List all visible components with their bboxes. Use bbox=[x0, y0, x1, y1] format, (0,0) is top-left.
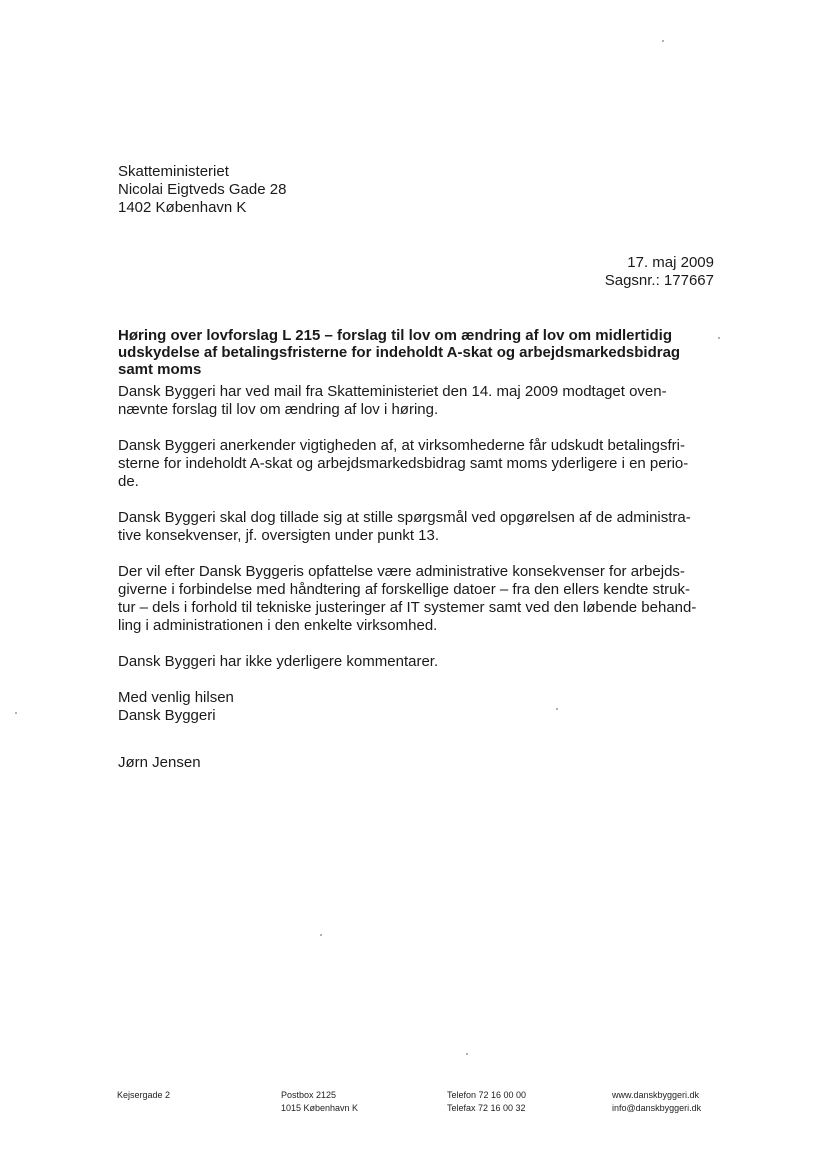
footer-postbox bbox=[281, 1089, 358, 1115]
body-paragraph bbox=[118, 509, 716, 545]
scan-speck bbox=[466, 1053, 468, 1055]
body-line: Dansk Byggeri anerkender vigtigheden af, at virksomhederne får udskudt betalingsfri- bbox=[118, 437, 685, 454]
footer-line: Telefon 72 16 00 00 bbox=[447, 1090, 527, 1100]
body-line: tive konsekvenser, jf. oversigten under punkt 13. bbox=[118, 527, 440, 544]
subject-line: samt moms bbox=[118, 361, 202, 378]
subject-line: Høring over lovforslag L 215 – forslag til lov om ændring af lov om midlertidig bbox=[118, 327, 672, 344]
letter-date: 17. maj 2009 bbox=[627, 254, 714, 271]
closing-salutation: Med venlig hilsen bbox=[118, 689, 234, 706]
footer-phone bbox=[447, 1089, 526, 1115]
body-line: Dansk Byggeri har ikke yderligere kommentarer. bbox=[118, 653, 439, 670]
body-line: giverne i forbindelse med håndtering af forskellige datoer – fra den ellers kendte struk- bbox=[118, 581, 690, 598]
body-paragraph bbox=[118, 437, 716, 491]
closing-organization: Dansk Byggeri bbox=[118, 707, 216, 724]
recipient-name: Skatteministeriet bbox=[118, 163, 229, 180]
letter-body bbox=[118, 383, 716, 743]
body-line: de. bbox=[118, 473, 139, 490]
scan-speck bbox=[662, 40, 664, 42]
footer-line: 1015 København K bbox=[281, 1103, 359, 1113]
body-line: ling i administrationen i den enkelte virksomhed. bbox=[118, 617, 438, 634]
body-line: nævnte forslag til lov om ændring af lov i høring. bbox=[118, 401, 439, 418]
scan-speck bbox=[718, 337, 720, 339]
footer-address bbox=[117, 1089, 170, 1102]
scan-speck bbox=[556, 708, 558, 710]
footer-website-link[interactable]: www.danskbyggeri.dk bbox=[612, 1090, 700, 1100]
subject-heading bbox=[118, 327, 718, 378]
recipient-street: Nicolai Eigtveds Gade 28 bbox=[118, 181, 287, 198]
footer-web bbox=[612, 1089, 701, 1115]
body-line: Der vil efter Dansk Byggeris opfattelse være administrative konsekvenser for arbejds- bbox=[118, 563, 685, 580]
scan-speck bbox=[15, 712, 17, 714]
body-line: sterne for indeholdt A-skat og arbejdsmarkedsbidrag samt moms yderligere i en perio- bbox=[118, 455, 689, 472]
body-paragraph bbox=[118, 653, 716, 671]
case-number: Sagsnr.: 177667 bbox=[604, 272, 714, 289]
body-line: Dansk Byggeri skal dog tillade sig at stille spørgsmål ved opgørelsen af de administra- bbox=[118, 509, 691, 526]
body-paragraph bbox=[118, 383, 716, 419]
letter-meta bbox=[605, 254, 714, 290]
footer-line: Kejsergade 2 bbox=[117, 1090, 171, 1100]
signer-name: Jørn Jensen bbox=[118, 754, 201, 771]
body-paragraph bbox=[118, 563, 716, 635]
footer-line: Postbox 2125 bbox=[281, 1090, 337, 1100]
body-line: tur – dels i forhold til tekniske justeringer af IT systemer samt ved den løbende behand- bbox=[118, 599, 697, 616]
footer-email-link[interactable]: info@danskbyggeri.dk bbox=[612, 1103, 702, 1113]
closing-block bbox=[118, 689, 716, 725]
subject-line: udskydelse af betalingsfristerne for indeholdt A-skat og arbejdsmarkedsbidrag bbox=[118, 344, 681, 361]
footer-line: Telefax 72 16 00 32 bbox=[447, 1103, 526, 1113]
recipient-city: 1402 København K bbox=[118, 199, 247, 216]
scan-speck bbox=[320, 934, 322, 936]
body-line: Dansk Byggeri har ved mail fra Skatteministeriet den 14. maj 2009 modtaget oven- bbox=[118, 383, 667, 400]
recipient-address bbox=[118, 163, 286, 217]
